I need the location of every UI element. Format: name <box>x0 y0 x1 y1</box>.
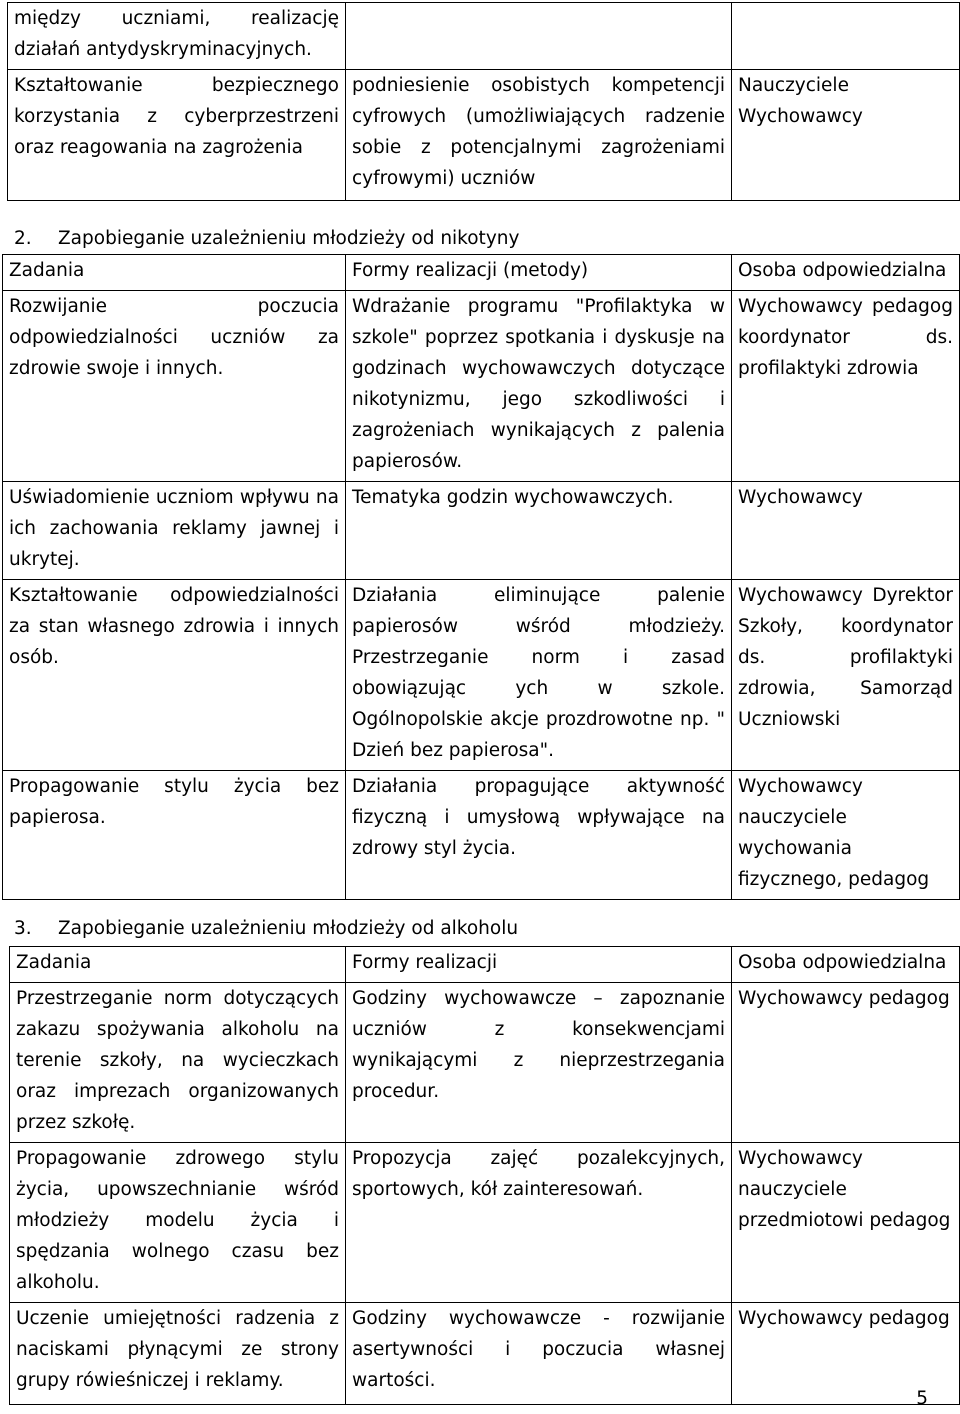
table-header-row <box>3 255 960 291</box>
section-heading <box>14 913 518 944</box>
table-row <box>8 70 960 201</box>
task-cell: Rozwijanie poczucia odpowiedzialności uczniów za zdrowie swoje i innych. <box>3 291 346 482</box>
task-cell: między uczniami, realizację działań antydyskryminacyjnych. <box>8 3 346 70</box>
method-cell: Działania eliminujące palenie papierosów wśród młodzieży. Przestrzeganie norm i zasad obowiązując ych w szkole. Ogólnopolskie akcje prozdrowotne np. " Dzień bez papierosa". <box>346 580 732 771</box>
method-cell: Tematyka godzin wychowawczych. <box>346 482 732 580</box>
table-row <box>3 771 960 900</box>
section-number: 3. <box>14 918 32 939</box>
page-number: 5 <box>916 1388 928 1409</box>
method-cell: podniesienie osobistych kompetencji cyfrowych (umożliwiających radzenie sobie z potencjalnymi zagrożeniami cyfrowymi) uczniów <box>346 70 732 201</box>
task-cell: Uczenie umiejętności radzenia z naciskami płynącymi ze strony grupy rówieśniczej i reklamy. <box>10 1303 346 1405</box>
task-cell: Uświadomienie uczniom wpływu na ich zachowania reklamy jawnej i ukrytej. <box>3 482 346 580</box>
column-header-task: Zadania <box>3 255 346 291</box>
task-cell: Propagowanie zdrowego stylu życia, upowszechnianie wśród młodzieży modelu życia i spędzania wolnego czasu bez alkoholu. <box>10 1143 346 1303</box>
responsible-cell: Wychowawcy pedagog <box>732 1303 960 1405</box>
task-cell: Kształtowanie bezpiecznego korzystania z cyberprzestrzeni oraz reagowania na zagrożenia <box>8 70 346 201</box>
nicotine-table <box>2 254 960 900</box>
table-header-row <box>10 947 960 983</box>
table-row <box>3 291 960 482</box>
section-number: 2. <box>14 228 32 249</box>
column-header-method: Formy realizacji (metody) <box>346 255 732 291</box>
method-cell: Wdrażanie programu "Profilaktyka w szkole" poprzez spotkania i dyskusje na godzinach wychowawczych dotyczące nikotynizmu, jego szkodliwości i zagrożeniach wynikających z palenia papierosów. <box>346 291 732 482</box>
continuation-table <box>7 2 960 201</box>
responsible-cell: Wychowawcy <box>732 482 960 580</box>
responsible-cell: Wychowawcy nauczyciele przedmiotowi pedagog <box>732 1143 960 1303</box>
column-header-task: Zadania <box>10 947 346 983</box>
method-cell: Działania propagujące aktywność fizyczną i umysłową wpływające na zdrowy styl życia. <box>346 771 732 900</box>
table-row <box>8 3 960 70</box>
responsible-cell: Nauczyciele Wychowawcy <box>732 70 960 201</box>
column-header-responsible: Osoba odpowiedzialna <box>732 947 960 983</box>
table-row <box>3 482 960 580</box>
column-header-responsible: Osoba odpowiedzialna <box>732 255 960 291</box>
responsible-cell: Wychowawcy Dyrektor Szkoły, koordynator ds. profilaktyki zdrowia, Samorząd Uczniowski <box>732 580 960 771</box>
responsible-cell: Wychowawcy nauczyciele wychowania fizycznego, pedagog <box>732 771 960 900</box>
responsible-cell: Wychowawcy pedagog <box>732 983 960 1143</box>
table-row <box>10 1143 960 1303</box>
method-cell: Godziny wychowawcze - rozwijanie asertywności i poczucia własnej wartości. <box>346 1303 732 1405</box>
section-title: Zapobieganie uzależnieniu młodzieży od nikotyny <box>58 228 520 249</box>
task-cell: Przestrzeganie norm dotyczących zakazu spożywania alkoholu na terenie szkoły, na wycieczkach oraz imprezach organizowanych przez szkołę. <box>10 983 346 1143</box>
column-header-method: Formy realizacji <box>346 947 732 983</box>
section-title: Zapobieganie uzależnieniu młodzieży od alkoholu <box>58 918 519 939</box>
responsible-cell <box>732 3 960 70</box>
task-cell: Propagowanie stylu życia bez papierosa. <box>3 771 346 900</box>
alcohol-table <box>9 946 960 1405</box>
method-cell <box>346 3 732 70</box>
table-row <box>10 983 960 1143</box>
task-cell: Kształtowanie odpowiedzialności za stan własnego zdrowia i innych osób. <box>3 580 346 771</box>
table-row <box>10 1303 960 1405</box>
responsible-cell: Wychowawcy pedagog koordynator ds. profilaktyki zdrowia <box>732 291 960 482</box>
table-row <box>3 580 960 771</box>
method-cell: Propozycja zajęć pozalekcyjnych, sportowych, kół zainteresowań. <box>346 1143 732 1303</box>
method-cell: Godziny wychowawcze – zapoznanie uczniów z konsekwencjami wynikającymi z nieprzestrzegania procedur. <box>346 983 732 1143</box>
section-heading <box>14 223 519 254</box>
